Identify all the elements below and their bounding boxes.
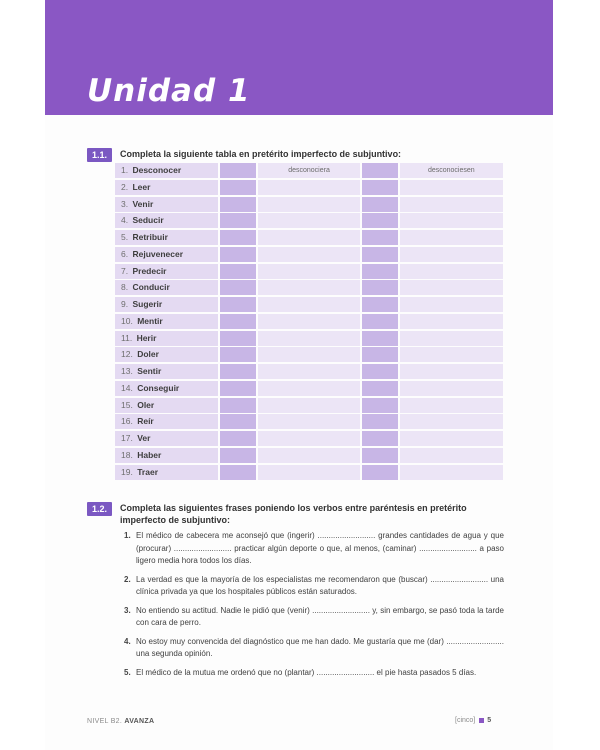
verb-cell [115, 314, 218, 329]
verb-label: Sentir [137, 366, 162, 376]
answer-cell[interactable] [400, 213, 503, 228]
table-row [115, 213, 503, 228]
item-text: La verdad es que la mayoría de los especialistas me recomendaron que (buscar) .......................... una clínica privada ya que los hospitales públicos están saturados. [136, 574, 504, 596]
row-number: 15. [121, 399, 133, 410]
verb-label: Desconocer [132, 165, 182, 175]
table-row [115, 347, 503, 362]
item-text: El médico de la mutua me ordenó que no (plantar) .......................... el pie hasta pasados 5 días. [136, 667, 477, 677]
table-row [115, 331, 503, 346]
footer-page [455, 717, 491, 724]
answer-cell[interactable] [400, 264, 503, 279]
row-number: 7. [121, 265, 129, 276]
table-row [115, 180, 503, 195]
row-number: 10. [121, 315, 133, 326]
answer-cell[interactable] [220, 264, 256, 279]
answer-cell[interactable] [258, 230, 359, 245]
answer-cell[interactable] [220, 364, 256, 379]
answer-cell[interactable] [220, 163, 256, 178]
answer-cell[interactable] [362, 347, 398, 362]
conjugation-table [115, 163, 503, 481]
table-row [115, 398, 503, 413]
verb-cell [115, 247, 218, 262]
answer-cell[interactable] [400, 297, 503, 312]
answer-cell[interactable] [400, 247, 503, 262]
answer-cell[interactable] [400, 197, 503, 212]
answer-cell[interactable] [258, 431, 359, 446]
footer-level: NIVEL B2. [87, 718, 123, 725]
answer-cell[interactable] [362, 197, 398, 212]
answer-cell[interactable] [362, 364, 398, 379]
answer-cell[interactable] [400, 280, 503, 295]
verb-label: Herir [136, 332, 157, 343]
row-number: 19. [121, 466, 133, 477]
answer-cell[interactable] [220, 398, 256, 413]
answer-cell[interactable] [362, 264, 398, 279]
verb-label: Leer [132, 181, 151, 192]
answer-cell[interactable] [400, 448, 503, 463]
answer-cell[interactable] [362, 314, 398, 329]
sentence-list [124, 530, 504, 685]
list-item [124, 636, 504, 661]
answer-cell[interactable] [362, 448, 398, 463]
answer-cell[interactable] [400, 398, 503, 413]
verb-label: Sugerir [132, 299, 163, 309]
verb-label: Haber [137, 449, 162, 460]
answer-cell[interactable] [258, 465, 359, 480]
row-number: 11. [121, 332, 133, 343]
item-number: 3. [124, 605, 131, 615]
exercise-1-heading [87, 148, 401, 162]
verb-cell [115, 213, 218, 228]
verb-cell [115, 280, 218, 295]
answer-cell[interactable] [400, 465, 503, 480]
exercise-2-instruction: Completa las siguientes frases poniendo los verbos entre paréntesis en pretérito imperfecto de subjuntivo: [120, 503, 467, 525]
item-text: No estoy muy convencida del diagnóstico que me han dado. Me gustaría que me (dar) .......................... una segunda opinión. [136, 636, 504, 658]
verb-cell [115, 197, 218, 212]
answer-cell[interactable] [220, 414, 256, 429]
row-number: 8. [121, 282, 129, 293]
unit-title: Unidad 1 [87, 73, 251, 109]
table-row [115, 297, 503, 312]
list-item [124, 667, 504, 680]
item-number: 1. [124, 531, 131, 540]
answer-cell[interactable] [220, 230, 256, 245]
table-row [115, 163, 503, 178]
answer-cell[interactable] [220, 347, 256, 362]
verb-label: Retribuir [132, 232, 168, 242]
table-row [115, 264, 503, 279]
answer-cell[interactable] [362, 398, 398, 413]
table-row [115, 197, 503, 212]
row-number: 9. [121, 299, 129, 309]
answer-cell[interactable] [258, 280, 359, 295]
row-number: 17. [121, 433, 133, 443]
answer-cell[interactable] [258, 347, 359, 362]
row-number: 18. [121, 449, 133, 460]
table-row [115, 247, 503, 262]
answer-cell[interactable] [258, 448, 359, 463]
answer-cell[interactable] [400, 381, 503, 396]
table-row [115, 414, 503, 429]
answer-cell[interactable] [362, 431, 398, 446]
verb-label: Ver [137, 433, 151, 443]
exercise-1-number: 1.1. [87, 148, 112, 162]
answer-cell[interactable] [258, 247, 359, 262]
answer-cell[interactable] [258, 180, 359, 195]
verb-cell [115, 414, 218, 429]
verb-label: Conducir [132, 282, 170, 293]
verb-label: Venir [132, 198, 154, 209]
answer-cell[interactable] [362, 213, 398, 228]
footer-page-word: [cinco] [455, 717, 476, 724]
verb-cell [115, 381, 218, 396]
answer-cell[interactable] [220, 331, 256, 346]
verb-cell [115, 465, 218, 480]
answer-cell[interactable] [362, 297, 398, 312]
answer-cell[interactable] [258, 297, 359, 312]
verb-cell [115, 398, 218, 413]
answer-cell[interactable] [220, 213, 256, 228]
table-row [115, 364, 503, 379]
answer-cell[interactable] [258, 197, 359, 212]
answer-cell[interactable] [258, 213, 359, 228]
table-row [115, 465, 503, 480]
table-row [115, 431, 503, 446]
verb-label: Predecir [132, 265, 167, 276]
verb-cell [115, 297, 218, 312]
answer-cell[interactable] [258, 381, 359, 396]
item-number: 4. [124, 636, 131, 646]
answer-cell[interactable] [400, 314, 503, 329]
answer-cell[interactable] [220, 381, 256, 396]
answer-cell[interactable] [220, 465, 256, 480]
answer-cell[interactable] [400, 331, 503, 346]
square-icon [479, 718, 484, 723]
answer-cell[interactable] [220, 280, 256, 295]
answer-cell[interactable] [400, 414, 503, 429]
item-text: No entiendo su actitud. Nadie le pidió que (venir) .......................... y, sin embargo, se pasó toda la tarde con cara de perro. [136, 605, 504, 627]
answer-cell[interactable] [258, 414, 359, 429]
answer-cell[interactable] [220, 314, 256, 329]
verb-cell [115, 347, 218, 362]
row-number: 12. [121, 349, 133, 360]
answer-cell[interactable] [362, 465, 398, 480]
verb-label: Oler [137, 399, 155, 410]
answer-cell[interactable] [220, 247, 256, 262]
table-row [115, 314, 503, 329]
verb-cell [115, 331, 218, 346]
item-number: 2. [124, 574, 131, 584]
answer-cell[interactable] [220, 197, 256, 212]
row-number: 6. [121, 248, 129, 259]
answer-cell[interactable] [362, 163, 398, 178]
answer-cell[interactable] [362, 414, 398, 429]
answer-cell[interactable] [258, 364, 359, 379]
footer-page-number: 5 [487, 717, 492, 724]
table-row [115, 448, 503, 463]
answer-cell[interactable] [258, 331, 359, 346]
row-number: 5. [121, 232, 129, 242]
row-number: 14. [121, 382, 133, 393]
answer-cell[interactable] [400, 180, 503, 195]
verb-cell [115, 163, 218, 178]
answer-cell[interactable] [258, 314, 359, 329]
verb-cell [115, 448, 218, 463]
answer-cell[interactable] [362, 230, 398, 245]
verb-cell [115, 431, 218, 446]
verb-cell [115, 230, 218, 245]
row-number: 3. [121, 198, 129, 209]
answer-cell[interactable] [258, 398, 359, 413]
table-row [115, 230, 503, 245]
row-number: 2. [121, 181, 129, 192]
item-text: El médico de cabecera me aconsejó que (ingerir) .......................... grandes cantidades de agua y que (procurar) .......................... practicar algún deporte o que, al menos, (caminar) .......................... a paso ligero media hora todos los días. [136, 531, 504, 565]
verb-cell [115, 264, 218, 279]
verb-cell [115, 180, 218, 195]
answer-cell[interactable] [400, 230, 503, 245]
answer-cell[interactable] [220, 180, 256, 195]
answer-cell[interactable] [400, 347, 503, 362]
table-row [115, 381, 503, 396]
answer-cell[interactable] [362, 180, 398, 195]
answer-cell[interactable] [220, 297, 256, 312]
list-item [124, 605, 504, 630]
list-item [124, 574, 504, 599]
answer-cell[interactable] [400, 431, 503, 446]
verb-label: Seducir [132, 215, 164, 226]
list-item [124, 530, 504, 568]
exercise-1-instruction: Completa la siguiente tabla en pretérito imperfecto de subjuntivo: [120, 149, 402, 159]
answer-cell[interactable] [400, 364, 503, 379]
verb-label: Traer [137, 466, 158, 477]
row-number: 16. [121, 416, 133, 427]
exercise-2-number: 1.2. [87, 502, 112, 516]
row-number: 4. [121, 215, 129, 226]
verb-cell [115, 364, 218, 379]
answer-cell[interactable]: desconociesen [400, 163, 503, 178]
answer-cell[interactable] [362, 247, 398, 262]
answer-cell[interactable] [362, 381, 398, 396]
item-number: 5. [124, 667, 131, 677]
verb-label: Mentir [137, 315, 163, 326]
verb-label: Doler [137, 349, 159, 360]
row-number: 1. [121, 165, 129, 175]
footer-book: AVANZA [124, 718, 155, 725]
answer-cell[interactable] [362, 331, 398, 346]
exercise-2-heading [87, 502, 507, 526]
answer-cell[interactable] [258, 264, 359, 279]
row-number: 13. [121, 366, 133, 376]
answer-cell[interactable] [362, 280, 398, 295]
verb-label: Reír [137, 416, 154, 427]
verb-label: Conseguir [137, 382, 180, 393]
footer-book-label [87, 718, 154, 725]
answer-cell[interactable] [220, 448, 256, 463]
verb-label: Rejuvenecer [132, 248, 184, 259]
answer-cell[interactable]: desconociera [258, 163, 359, 178]
table-row [115, 280, 503, 295]
answer-cell[interactable] [220, 431, 256, 446]
